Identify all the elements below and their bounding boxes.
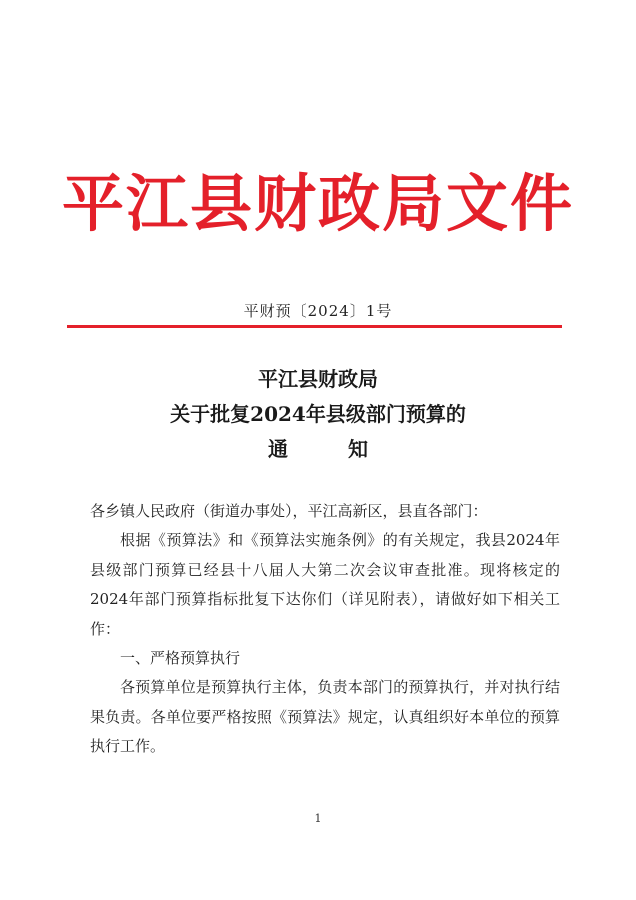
title-line-issuer: 平江县财政局 [258, 367, 378, 391]
title-line-subject: 关于批复2024年县级部门预算的 [170, 402, 466, 426]
title-line-notice: 通 知 [268, 437, 388, 461]
paragraph-basis: 根据《预算法》和《预算法实施条例》的有关规定，我县2024年县级部门预算已经县十八届人大第二次会议审查批准。现将核定的2024年部门预算指标批复下达你们（详见附表），请做好如下相关工作： [90, 531, 560, 638]
page-number: 1 [314, 812, 322, 825]
document-number: 平财预〔2024〕1号 [243, 302, 393, 320]
document-header: 平江县财政局文件 [61, 167, 574, 240]
document-title [0, 362, 636, 467]
salutation: 各乡镇人民政府（街道办事处），平江高新区，县直各部门： [90, 502, 488, 520]
section-heading-1: 一、严格预算执行 [120, 649, 241, 668]
document-body [90, 497, 560, 762]
section-1-paragraph: 各预算单位是预算执行主体，负责本部门的预算执行，并对执行结果负责。各单位要严格按照《预算法》规定，认真组织好本单位的预算执行工作。 [90, 678, 560, 756]
red-divider-line [67, 325, 562, 328]
